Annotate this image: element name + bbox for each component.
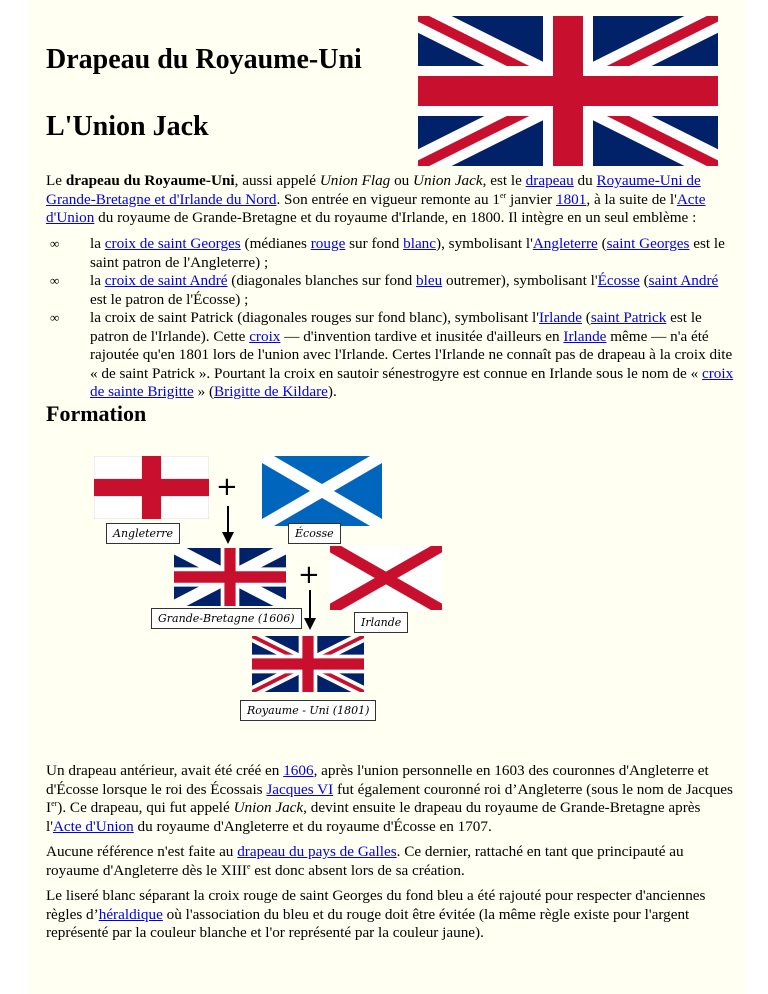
link-1606[interactable]: 1606 — [283, 762, 314, 779]
link-drapeau[interactable]: drapeau — [525, 172, 574, 189]
superscript: er — [499, 190, 507, 200]
link-heraldique[interactable]: héraldique — [98, 905, 163, 923]
page-title: Drapeau du Royaume-Uni — [46, 44, 362, 75]
list-item — [46, 272, 734, 309]
link-bleu[interactable]: bleu — [416, 272, 443, 289]
paragraph-text: Un drapeau antérieur, avait été créé en — [46, 762, 284, 779]
paragraph-text: , après l'union personnelle en 1603 des couronnes d'Angleterre et d'Écosse lorsque le roi des Écossais — [46, 762, 709, 798]
link-saint-andre[interactable]: saint André — [648, 272, 719, 289]
paragraph-text: ). Ce drapeau, qui fut appelé — [57, 799, 234, 816]
list-text: » ( — [193, 383, 215, 400]
page-subtitle: L'Union Jack — [46, 111, 209, 142]
paragraph-text: du royaume d'Angleterre et du royaume d'Écosse en 1707. — [133, 817, 492, 835]
link-royaume-uni[interactable]: Royaume-Uni de Grande-Bretagne et d'Irlande du Nord — [46, 172, 701, 208]
formation-heading: Formation — [46, 401, 147, 426]
paragraph-text: , devint ensuite le drapeau du royaume de Grande-Bretagne après l' — [46, 799, 701, 835]
paragraph-text: . Ce dernier, rattaché en tant que principauté au royaume d'Angleterre dès le XIII — [46, 843, 684, 879]
list-text: — d'invention tardive et inusitée d'ailleurs en — [280, 327, 564, 345]
intro-text: , à la suite de l' — [586, 190, 677, 208]
list-text: ( — [582, 309, 591, 326]
bullet-icon: ∞ — [50, 236, 60, 251]
england-flag — [94, 456, 209, 519]
great-britain-1606-flag — [174, 548, 286, 606]
link-saint-georges[interactable]: saint Georges — [606, 235, 690, 252]
bullet-icon: ∞ — [50, 310, 60, 325]
paragraph-text: Aucune référence n'est faite au — [46, 843, 238, 860]
label-grande-bretagne: Grande-Bretagne (1606) — [151, 608, 302, 629]
superscript: e — [246, 861, 251, 871]
intro-text: Le — [46, 172, 66, 189]
list-item — [46, 309, 734, 402]
page-area — [28, 0, 746, 994]
intro-paragraph — [46, 172, 734, 228]
plus-sign: + — [216, 472, 238, 502]
link-1801[interactable]: 1801 — [555, 190, 587, 208]
paragraph-1606 — [46, 762, 734, 836]
arrow-down-icon — [222, 506, 234, 544]
label-angleterre: Angleterre — [106, 523, 180, 544]
list-text: sur fond — [345, 235, 404, 252]
list-text: est le saint patron de l'Angleterre) ; — [90, 235, 725, 271]
emblem-list — [46, 235, 734, 402]
bullet-icon: ∞ — [50, 273, 60, 288]
link-saint-patrick[interactable]: saint Patrick — [590, 309, 667, 326]
intro-text: , est le — [482, 172, 526, 189]
list-text: la croix de saint Patrick (diagonales rouges sur fond blanc), symbolisant l' — [90, 309, 539, 326]
label-ecosse: Écosse — [288, 523, 341, 544]
link-croix-sainte-brigitte[interactable]: croix de sainte Brigitte — [90, 364, 734, 400]
label-irlande: Irlande — [354, 612, 408, 633]
italic-term: Union Jack — [233, 799, 304, 816]
link-croix-saint-georges[interactable]: croix de saint Georges — [104, 235, 241, 252]
intro-text: du — [573, 172, 597, 189]
list-text: est le patron de l'Irlande). Cette — [90, 309, 702, 345]
scotland-flag — [262, 456, 382, 526]
plus-sign: + — [298, 560, 320, 590]
intro-text: . Son entrée en vigueur remonte au 1 — [276, 190, 500, 208]
formation-diagram — [94, 450, 424, 728]
link-irlande-2[interactable]: Irlande — [563, 327, 607, 345]
united-kingdom-1801-flag — [252, 636, 364, 692]
link-jacques-vi[interactable]: Jacques VI — [266, 780, 334, 798]
intro-italic-term: Union Flag — [319, 172, 391, 189]
list-item — [46, 235, 734, 272]
paragraph-galles — [46, 843, 734, 880]
link-irlande[interactable]: Irlande — [538, 309, 582, 326]
intro-text: janvier — [506, 190, 556, 208]
list-text: ( — [639, 272, 649, 289]
list-text: ( — [597, 235, 607, 252]
link-croix[interactable]: croix — [249, 327, 281, 345]
intro-text: , aussi appelé — [234, 172, 320, 189]
intro-bold-term: drapeau du Royaume-Uni — [65, 172, 235, 189]
list-text: ). — [327, 383, 337, 400]
list-text: outremer), symbolisant l' — [442, 272, 598, 289]
intro-italic-term: Union Jack — [413, 172, 483, 189]
link-drapeau-pays-de-galles[interactable]: drapeau du pays de Galles — [237, 843, 397, 860]
list-text: la — [90, 235, 105, 252]
paragraph-text: est donc absent lors de sa création. — [250, 861, 465, 879]
union-jack-flag-image — [418, 16, 718, 166]
link-blanc[interactable]: blanc — [403, 235, 437, 252]
link-ecosse[interactable]: Écosse — [597, 272, 640, 289]
list-text: (diagonales blanches sur fond — [227, 272, 417, 289]
intro-text: ou — [390, 172, 414, 189]
label-royaume-uni: Royaume - Uni (1801) — [240, 700, 376, 721]
list-text: (médianes — [240, 235, 311, 252]
link-brigitte-de-kildare[interactable]: Brigitte de Kildare — [214, 383, 328, 400]
paragraph-text: où l'association du bleu et du rouge doit être évitée (la même règle existe pour l'argent représenté par la couleur blanche et l'or représenté par la couleur jaune). — [46, 905, 690, 941]
ireland-saint-patrick-flag — [330, 546, 442, 610]
paragraph-text: fut également couronné roi d’Angleterre (sous le nom de Jacques I — [46, 780, 733, 816]
intro-text: du royaume de Grande-Bretagne et du royaume d'Irlande, en 1800. Il intègre en un seul emblème : — [94, 209, 697, 226]
list-text: même — n'a été rajoutée qu'en 1801 lors de l'union avec l'Irlande. Certes l'Irlande ne connaît pas de drapeau à la croix dite « de saint Patrick ». Pourtant la croix en sautoir sénestrogyre est connue en Irlande sous le nom de « — [90, 327, 733, 382]
link-rouge[interactable]: rouge — [310, 235, 346, 252]
superscript: er — [51, 798, 58, 808]
paragraph-lisere — [46, 887, 734, 943]
link-angleterre[interactable]: Angleterre — [532, 235, 598, 252]
arrow-down-icon — [304, 590, 316, 630]
list-text: ), symbolisant l' — [436, 235, 533, 252]
paragraph-text: Le liseré blanc séparant la croix rouge de saint Georges du fond bleu a été rajouté pour respecter d'anciennes règles d’ — [46, 887, 706, 923]
link-croix-saint-andre[interactable]: croix de saint André — [104, 272, 228, 289]
link-acte-union-1707[interactable]: Acte d'Union — [52, 817, 134, 835]
list-text: la — [90, 272, 105, 289]
link-acte-union[interactable]: Acte d'Union — [46, 190, 706, 226]
list-text: est le patron de l'Écosse) ; — [90, 290, 249, 308]
